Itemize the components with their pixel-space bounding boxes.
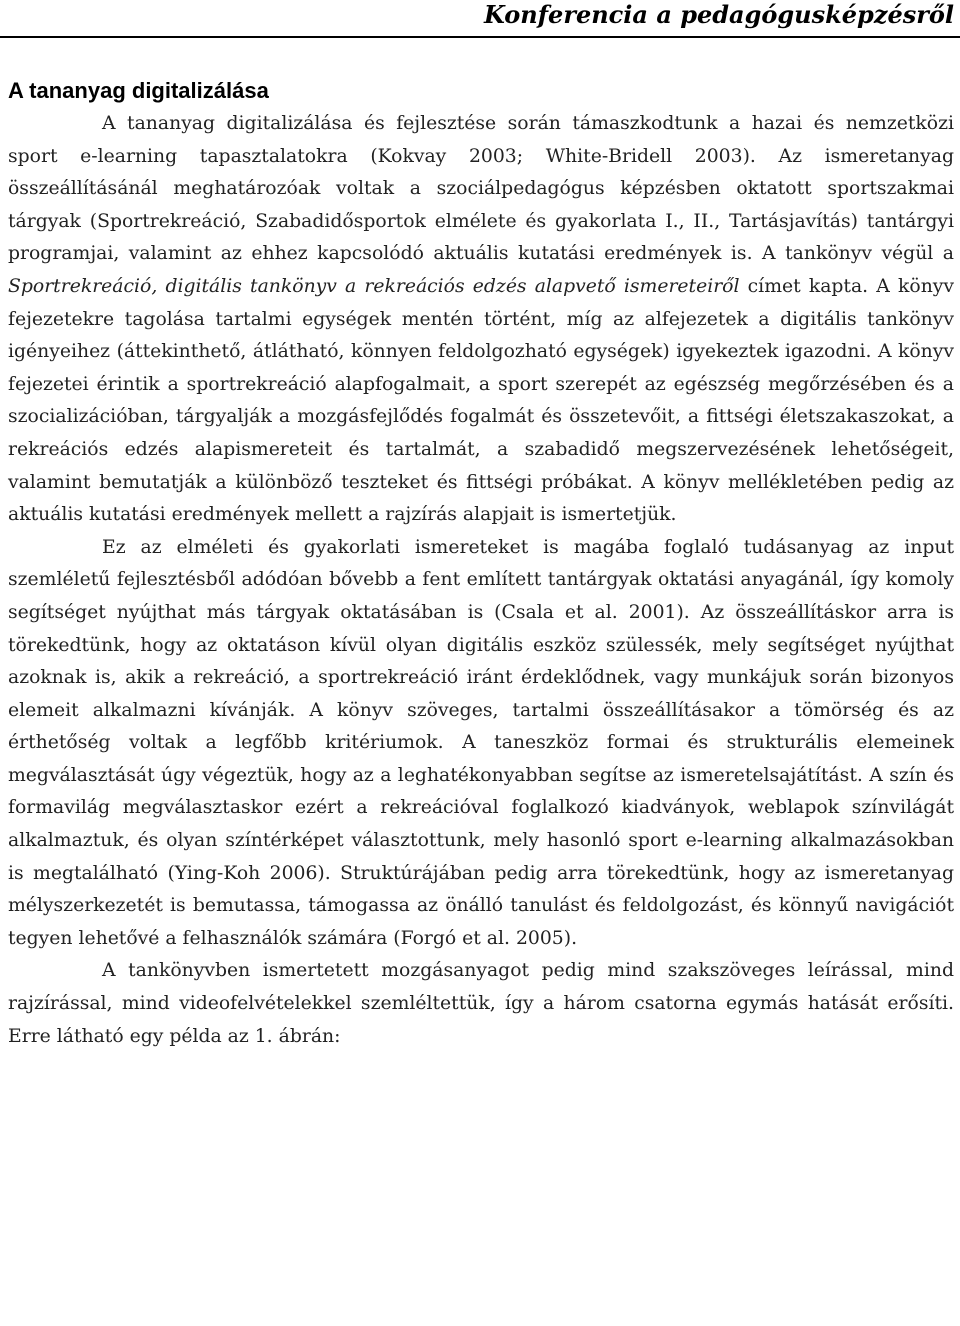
paragraph-1-text-a: A tananyag digitalizálása és fejlesztése során támaszkodtunk a hazai és nemzetközi sport e-learning tapasztalatokra (Kokvay 2003; White-Bridell 2003). Az ismeretanyag összeállításánál meghatározóak voltak a szociálpedagógus képzésben oktatott sportszakmai tárgyak (Sportrekreáció, Szabadidősportok elmélete és gyakorlata I., II., Tartásjavítás) tantárgyi programjai, valamint az ehhez kapcsolódó aktuális kutatási eredmények is. A tankönyv végül a (8, 113, 954, 265)
paragraph-2: Ez az elméleti és gyakorlati ismereteket is magába foglaló tudásanyag az input szemléletű fejlesztésből adódóan bővebb a fent említett tantárgyak oktatási anyagánál, így komoly segítséget nyújthat más tárgyak oktatásában is (Csala et al. 2001). Az összeállításkor arra is törekedtünk, hogy az oktatáson kívül olyan digitális eszköz szülessék, mely segítséget nyújthat azoknak is, akik a rekreáció, a sportrekreáció iránt érdeklődnek, vagy munkájuk során bizonyos elemeit alkalmazni kívánják. A könyv szöveges, tartalmi összeállításakor a tömörség és az érthetőség voltak a legfőbb kritériumok. A taneszköz formai és strukturális elemeinek megválasztását úgy végeztük, hogy az a leghatékonyabban segítse az ismeretelsajátítást. A szín és formavilág megválasztaskor ezért a rekreációval foglalkozó kiadványok, weblapok színvilágát alkalmaztuk, és olyan színtérképet választottunk, mely hasonló sport e-learning alkalmazásokban is megtalálható (Ying-Koh 2006). Struktúrájában pedig arra törekedtünk, hogy az ismeretanyag mélyszerkezetét is bemutassa, támogassa az önálló tanulást és feldolgozást, és könnyű navigációt tegyen lehetővé a felhasználók számára (Forgó et al. 2005). (8, 536, 954, 949)
paragraph-1 (8, 108, 954, 532)
section-title: A tananyag digitalizálása (8, 78, 269, 103)
header-rule (0, 36, 960, 38)
body-text (8, 108, 954, 1053)
paragraph-1-text-b: címet kapta. A könyv fejezetekre tagolása tartalmi egységek mentén történt, míg az alfejezetek a digitális tankönyv igényeihez (áttekinthető, átlátható, könnyen feldolgozható egységek) igyekeztek igazodni. A könyv fejezetei érintik a sportrekreáció alapfogalmait, a sport szerepét az egészség megőrzésében és a szocializációban, tárgyalják a mozgásfejlődés fogalmát és összetevőit, a fittségi életszakaszokat, a rekreációs edzés alapismereteit és tartalmát, a szabadidő megszervezésének lehetőségeit, valamint bemutatják a különböző teszteket és fittségi próbákat. A könyv mellékletében pedig az aktuális kutatási eredmények mellett a rajzírás alapjait is ismertetjük. (8, 275, 955, 526)
book-title: Sportrekreáció, digitális tankönyv a rekreációs edzés alapvető ismereteiről (8, 275, 740, 297)
running-header: Konferencia a pedagógusképzésről (483, 0, 954, 29)
paragraph-3: A tankönyvben ismertetett mozgásanyagot pedig mind szakszöveges leírással, mind rajzírással, mind videofelvételekkel szemléltettük, így a három csatorna egymás hatását erősíti. Erre látható egy példa az 1. ábrán: (8, 960, 954, 1047)
